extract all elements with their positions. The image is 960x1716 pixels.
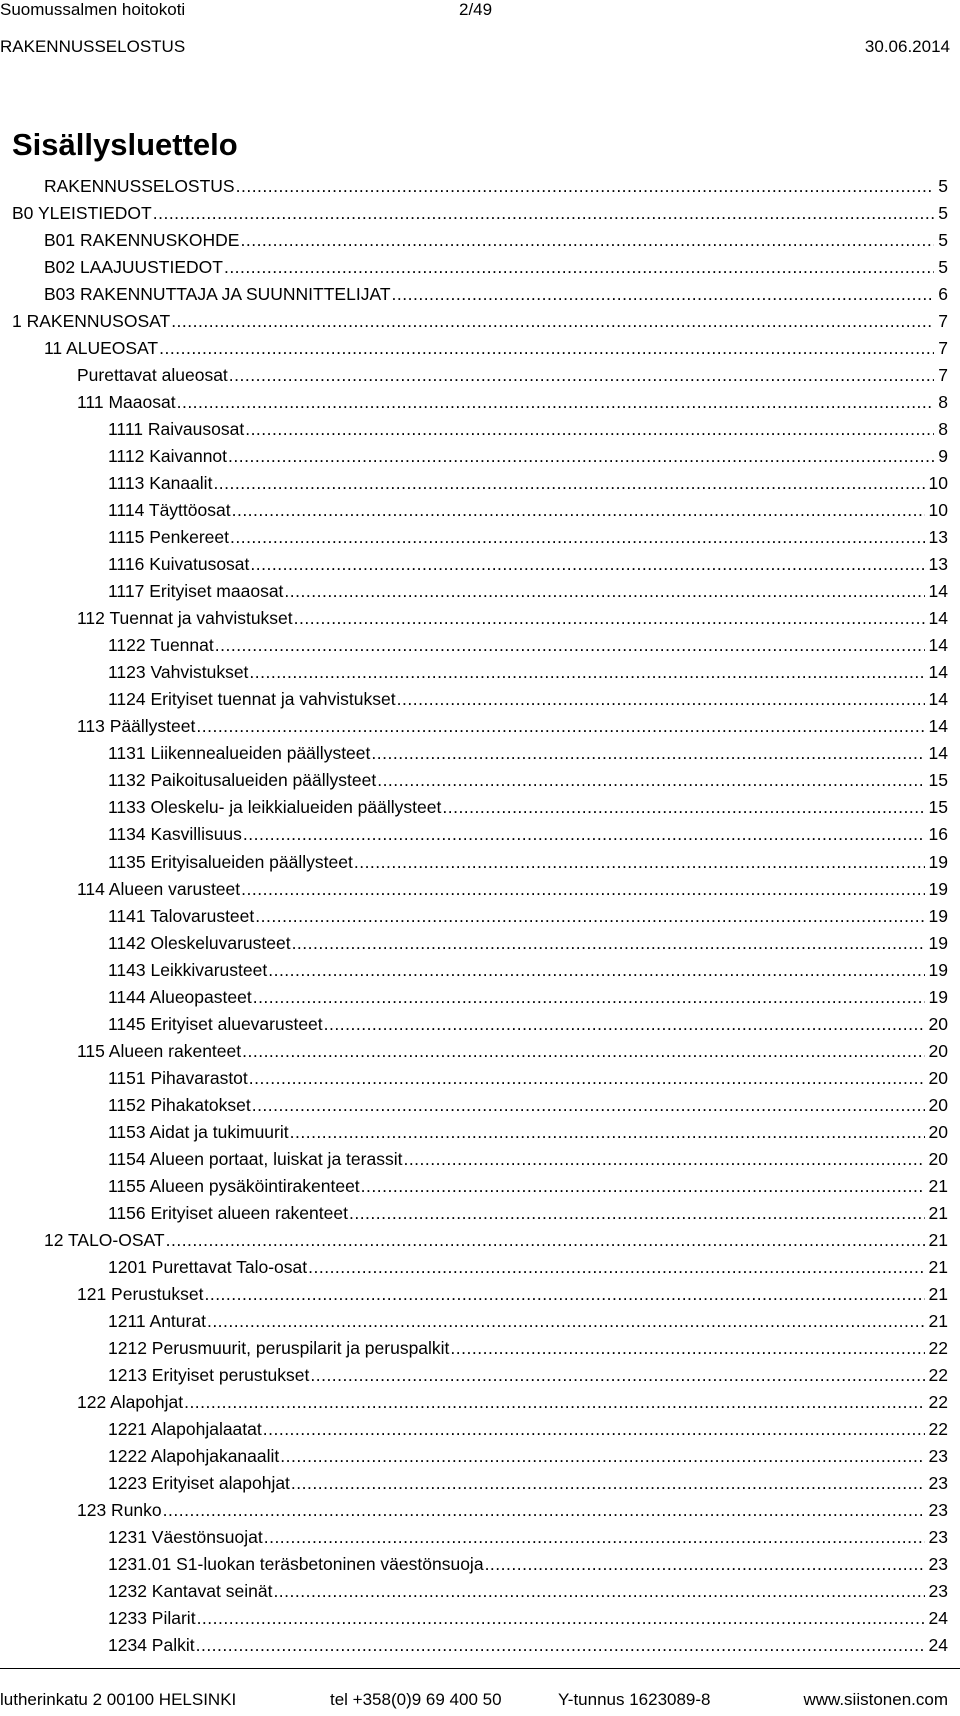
toc-entry-title: 1135 Erityisalueiden päällysteet xyxy=(108,851,353,872)
toc-entry-page: 23 xyxy=(928,1527,948,1547)
toc-entry-page: 5 xyxy=(938,257,948,278)
toc-entry-title: B03 RAKENNUTTAJA JA SUUNNITTELIJAT xyxy=(44,284,391,305)
toc-dot-leader xyxy=(196,715,924,737)
toc-dot-leader xyxy=(250,553,924,575)
toc-dot-leader xyxy=(177,391,935,413)
toc-dot-leader xyxy=(361,1175,925,1197)
toc-dot-leader xyxy=(264,1526,925,1548)
toc-entry-page: 22 xyxy=(928,1337,948,1358)
toc-dot-leader xyxy=(442,796,924,818)
toc-entry-title: 1113 Kanaalit xyxy=(108,473,213,494)
toc-entry-title: 1145 Erityiset aluevarusteet xyxy=(108,1013,323,1034)
toc-entry-title: 1132 Paikoitusalueiden päällysteet xyxy=(108,770,377,791)
toc-dot-leader xyxy=(171,310,934,332)
toc-entry[interactable] xyxy=(108,791,948,818)
toc-entry[interactable] xyxy=(12,305,948,332)
toc-entry[interactable] xyxy=(108,927,948,954)
toc-entry-page: 14 xyxy=(928,716,948,737)
toc-entry-page: 14 xyxy=(928,689,948,710)
toc-entry[interactable] xyxy=(108,1062,948,1089)
toc-entry-title: 121 Perustukset xyxy=(77,1283,204,1304)
toc-entry-page: 9 xyxy=(938,446,948,467)
toc-entry[interactable] xyxy=(44,251,948,278)
toc-entry-page: 22 xyxy=(928,1364,948,1385)
toc-entry[interactable] xyxy=(77,710,948,737)
toc-entry-page: 21 xyxy=(928,1229,948,1250)
toc-dot-leader xyxy=(230,526,925,548)
toc-entry[interactable] xyxy=(108,494,948,521)
toc-entry-page: 7 xyxy=(938,311,948,332)
toc-entry[interactable] xyxy=(12,197,948,224)
toc-entry-page: 21 xyxy=(928,1175,948,1196)
toc-entry[interactable] xyxy=(108,818,948,845)
toc-entry-title: 113 Päällysteet xyxy=(77,716,196,737)
toc-entry[interactable] xyxy=(108,1602,948,1629)
toc-entry-title: 114 Alueen varusteet xyxy=(77,878,241,899)
toc-entry-page: 23 xyxy=(928,1581,948,1602)
toc-dot-leader xyxy=(245,418,934,440)
toc-entry[interactable] xyxy=(108,1575,948,1602)
toc-dot-leader xyxy=(291,1472,925,1494)
toc-entry-page: 19 xyxy=(928,851,948,872)
toc-entry-title: 1221 Alapohjalaatat xyxy=(108,1418,262,1439)
toc-dot-leader xyxy=(403,1148,924,1170)
toc-entry-title: 1212 Perusmuurit, peruspilarit ja peruspalkit xyxy=(108,1337,450,1358)
toc-dot-leader xyxy=(196,1634,925,1656)
toc-entry[interactable] xyxy=(77,359,948,386)
footer-divider xyxy=(0,1668,960,1669)
toc-dot-leader xyxy=(240,229,934,251)
toc-entry-title: 1231 Väestönsuojat xyxy=(108,1527,263,1547)
toc-entry[interactable] xyxy=(108,846,948,873)
toc-entry[interactable] xyxy=(108,1548,948,1575)
toc-entry-title: Purettavat alueosat xyxy=(77,365,228,386)
toc-entry-page: 10 xyxy=(928,473,948,494)
toc-entry-page: 21 xyxy=(928,1283,948,1304)
toc-entry[interactable] xyxy=(108,1251,948,1278)
toc-entry-page: 19 xyxy=(928,959,948,980)
toc-entry-title: 1211 Anturat xyxy=(108,1310,206,1331)
toc-entry-title: 112 Tuennat ja vahvistukset xyxy=(77,608,293,629)
toc-entry-title: B02 LAAJUUSTIEDOT xyxy=(44,257,223,278)
toc-entry[interactable] xyxy=(77,1494,948,1521)
toc-entry-title: 1124 Erityiset tuennat ja vahvistukset xyxy=(108,689,396,710)
toc-entry-page: 20 xyxy=(928,1067,948,1088)
toc-entry-page: 24 xyxy=(928,1608,948,1629)
toc-entry[interactable] xyxy=(108,737,948,764)
toc-entry[interactable] xyxy=(108,575,948,602)
toc-entry-page: 23 xyxy=(928,1472,948,1493)
toc-entry-page: 21 xyxy=(928,1202,948,1223)
toc-entry[interactable] xyxy=(44,224,948,251)
toc-entry-title: 1134 Kasvillisuus xyxy=(108,824,242,845)
page-title: Sisällysluettelo xyxy=(12,127,238,162)
toc-entry[interactable] xyxy=(108,413,948,440)
toc-dot-leader xyxy=(392,283,935,305)
toc-entry[interactable] xyxy=(44,332,948,359)
toc-entry[interactable] xyxy=(108,1170,948,1197)
toc-dot-leader xyxy=(294,607,925,629)
toc-entry-page: 10 xyxy=(928,500,948,521)
toc-entry[interactable] xyxy=(77,1278,948,1305)
toc-entry[interactable] xyxy=(108,1467,948,1494)
toc-dot-leader xyxy=(197,1607,925,1629)
toc-entry-page: 5 xyxy=(938,203,948,224)
toc-entry-page: 14 xyxy=(928,635,948,656)
toc-entry-page: 6 xyxy=(938,284,948,305)
toc-dot-leader xyxy=(236,175,935,197)
toc-entry-title: B01 RAKENNUSKOHDE xyxy=(44,230,240,251)
toc-dot-leader xyxy=(397,688,925,710)
toc-entry[interactable] xyxy=(108,1359,948,1386)
toc-entry-page: 14 xyxy=(928,743,948,764)
toc-entry[interactable] xyxy=(108,467,948,494)
toc-dot-leader xyxy=(204,1283,924,1305)
toc-entry-page: 19 xyxy=(928,905,948,926)
toc-entry[interactable] xyxy=(108,1089,948,1116)
toc-entry-page: 19 xyxy=(928,878,948,899)
toc-entry-title: 122 Alapohjat xyxy=(77,1391,184,1412)
toc-entry-page: 5 xyxy=(938,230,948,251)
toc-entry-title: 1222 Alapohjakanaalit xyxy=(108,1445,280,1466)
toc-entry-page: 23 xyxy=(928,1554,948,1575)
toc-entry[interactable] xyxy=(77,873,948,900)
toc-entry[interactable] xyxy=(108,1143,948,1170)
toc-entry-title: 1232 Kantavat seinät xyxy=(108,1581,273,1602)
toc-dot-leader xyxy=(249,661,924,683)
toc-entry-page: 5 xyxy=(938,176,948,196)
toc-entry-page: 14 xyxy=(928,608,948,629)
toc-entry-title: 1152 Pihakatokset xyxy=(108,1094,251,1115)
toc-entry-page: 14 xyxy=(928,662,948,683)
toc-entry-title: 123 Runko xyxy=(77,1499,162,1520)
toc-entry[interactable] xyxy=(108,440,948,467)
toc-entry-page: 24 xyxy=(928,1635,948,1656)
toc-entry-title: 1154 Alueen portaat, luiskat ja terassit xyxy=(108,1148,403,1169)
toc-entry[interactable] xyxy=(108,1332,948,1359)
toc-entry-page: 20 xyxy=(928,1013,948,1034)
toc-dot-leader xyxy=(268,959,924,981)
toc-dot-leader xyxy=(215,634,925,656)
toc-dot-leader xyxy=(253,986,925,1008)
toc-entry[interactable] xyxy=(108,1197,948,1224)
toc-entry-page: 8 xyxy=(938,392,948,413)
header-org: Suomussalmen hoitokoti xyxy=(0,0,186,19)
toc-entry-title: 1143 Leikkivarusteet xyxy=(108,959,268,980)
toc-entry[interactable] xyxy=(77,386,948,413)
toc-entry[interactable] xyxy=(77,1386,948,1413)
toc-entry-page: 15 xyxy=(928,797,948,818)
toc-dot-leader xyxy=(163,1499,925,1521)
toc-entry[interactable] xyxy=(44,278,948,305)
toc-entry[interactable] xyxy=(108,1521,948,1548)
toc-dot-leader xyxy=(159,337,934,359)
toc-entry-title: 11 ALUEOSAT xyxy=(44,338,159,359)
toc-entry-page: 20 xyxy=(928,1040,948,1061)
toc-dot-leader xyxy=(241,878,924,900)
footer-business-id: Y-tunnus 1623089-8 xyxy=(558,1690,711,1709)
toc-entry-title: 1117 Erityiset maaosat xyxy=(108,581,284,602)
toc-entry-page: 19 xyxy=(928,932,948,953)
toc-dot-leader xyxy=(371,742,924,764)
toc-dot-leader xyxy=(280,1445,924,1467)
toc-entry-title: RAKENNUSSELOSTUS xyxy=(44,176,235,196)
toc-entry-title: 1231.01 S1-luokan teräsbetoninen väestönsuoja xyxy=(108,1554,484,1575)
toc-entry-page: 14 xyxy=(928,581,948,602)
toc-entry-page: 7 xyxy=(938,338,948,359)
toc-dot-leader xyxy=(255,905,924,927)
toc-entry-title: 1155 Alueen pysäköintirakenteet xyxy=(108,1175,360,1196)
toc-entry-page: 20 xyxy=(928,1148,948,1169)
toc-entry-page: 23 xyxy=(928,1499,948,1520)
toc-dot-leader xyxy=(184,1391,924,1413)
toc-dot-leader xyxy=(324,1013,925,1035)
footer-phone: tel +358(0)9 69 400 50 xyxy=(330,1690,502,1709)
toc-entry-page: 20 xyxy=(928,1094,948,1115)
toc-dot-leader xyxy=(232,499,925,521)
toc-entry-title: 1141 Talovarusteet xyxy=(108,905,255,926)
toc-dot-leader xyxy=(229,364,934,386)
toc-entry-title: 1151 Pihavarastot xyxy=(108,1067,248,1088)
toc-dot-leader xyxy=(213,472,924,494)
toc-entry-title: 1111 Raivausosat xyxy=(108,419,245,440)
toc-dot-leader xyxy=(377,769,924,791)
toc-entry-title: 111 Maaosat xyxy=(77,392,176,413)
toc-entry-title: 1153 Aidat ja tukimuurit xyxy=(108,1121,289,1142)
toc-dot-leader xyxy=(308,1256,924,1278)
toc-entry[interactable] xyxy=(77,1035,948,1062)
toc-dot-leader xyxy=(166,1229,925,1251)
toc-dot-leader xyxy=(284,580,924,602)
toc-entry[interactable] xyxy=(108,1629,948,1656)
toc-dot-leader xyxy=(243,823,925,845)
toc-entry-title: B0 YLEISTIEDOT xyxy=(12,203,152,224)
toc-dot-leader xyxy=(349,1202,925,1224)
toc-dot-leader xyxy=(224,256,934,278)
header-date: 30.06.2014 xyxy=(864,37,950,56)
toc-entry-title: 1234 Palkit xyxy=(108,1635,195,1656)
toc-dot-leader xyxy=(249,1067,925,1089)
toc-entry[interactable] xyxy=(108,954,948,981)
toc-entry[interactable] xyxy=(77,602,948,629)
header-page-number: 2/49 xyxy=(459,0,493,19)
toc-entry-page: 21 xyxy=(928,1310,948,1331)
toc-dot-leader xyxy=(290,1121,925,1143)
toc-entry-title: 1116 Kuivatusosat xyxy=(108,554,250,575)
toc-entry-page: 15 xyxy=(928,770,948,791)
toc-entry-page: 13 xyxy=(928,554,948,575)
toc-dot-leader xyxy=(354,851,925,873)
toc-entry[interactable] xyxy=(108,656,948,683)
toc-entry-title: 1115 Penkereet xyxy=(108,527,229,548)
toc-dot-leader xyxy=(485,1553,925,1575)
toc-entry-title: 12 TALO-OSAT xyxy=(44,1229,165,1250)
toc-entry-title: 1122 Tuennat xyxy=(108,635,214,656)
toc-entry-page: 16 xyxy=(928,824,948,845)
toc-entry[interactable] xyxy=(108,900,948,927)
toc-entry-title: 1213 Erityiset perustukset xyxy=(108,1364,310,1385)
toc-dot-leader xyxy=(252,1094,925,1116)
footer-website: www.siistonen.com xyxy=(803,1690,948,1709)
toc-entry-page: 20 xyxy=(928,1121,948,1142)
toc-entry-title: 1156 Erityiset alueen rakenteet xyxy=(108,1202,348,1223)
toc-dot-leader xyxy=(263,1418,925,1440)
toc-entry-title: 1 RAKENNUSOSAT xyxy=(12,311,171,332)
toc-entry-page: 8 xyxy=(938,419,948,440)
toc-entry[interactable] xyxy=(108,521,948,548)
toc-entry-title: 1142 Oleskeluvarusteet xyxy=(108,932,291,953)
toc-entry-page: 7 xyxy=(938,365,948,386)
toc-entry-title: 1131 Liikennealueiden päällysteet xyxy=(108,743,371,764)
toc-entry-page: 22 xyxy=(928,1391,948,1412)
toc-dot-leader xyxy=(242,1040,924,1062)
toc-entry[interactable] xyxy=(108,683,948,710)
toc-dot-leader xyxy=(153,202,935,224)
toc-entry-title: 1112 Kaivannot xyxy=(108,446,228,467)
toc-entry[interactable] xyxy=(44,1224,948,1251)
toc-entry-title: 115 Alueen rakenteet xyxy=(77,1040,242,1061)
toc-dot-leader xyxy=(310,1364,924,1386)
toc-entry[interactable] xyxy=(108,1008,948,1035)
toc-entry-title: 1233 Pilarit xyxy=(108,1608,196,1629)
toc-entry-title: 1144 Alueopasteet xyxy=(108,986,252,1007)
toc-entry-page: 23 xyxy=(928,1445,948,1466)
toc-entry-title: 1133 Oleskelu- ja leikkialueiden päällysteet xyxy=(108,797,442,818)
toc-entry[interactable] xyxy=(108,629,948,656)
toc-entry-title: 1223 Erityiset alapohjat xyxy=(108,1472,290,1493)
footer-address: lutherinkatu 2 00100 HELSINKI xyxy=(0,1690,237,1709)
toc-entry-page: 13 xyxy=(928,527,948,548)
toc-entry[interactable] xyxy=(108,764,948,791)
toc-entry[interactable] xyxy=(108,1413,948,1440)
toc-dot-leader xyxy=(273,1580,924,1602)
toc-entry-title: 1201 Purettavat Talo-osat xyxy=(108,1256,308,1277)
toc-entry-page: 22 xyxy=(928,1418,948,1439)
toc-entry-page: 19 xyxy=(928,986,948,1007)
toc-entry[interactable] xyxy=(108,548,948,575)
toc-entry[interactable] xyxy=(44,170,948,197)
toc-dot-leader xyxy=(207,1310,925,1332)
toc-entry[interactable] xyxy=(108,1440,948,1467)
toc-entry-page: 21 xyxy=(928,1256,948,1277)
toc-entry-title: 1123 Vahvistukset xyxy=(108,662,249,683)
toc-entry[interactable] xyxy=(108,981,948,1008)
header-doc-type: RAKENNUSSELOSTUS xyxy=(0,37,186,56)
toc-entry-title: 1114 Täyttöosat xyxy=(108,500,231,521)
toc-dot-leader xyxy=(228,445,934,467)
toc-dot-leader xyxy=(450,1337,924,1359)
toc-entry[interactable] xyxy=(108,1116,948,1143)
toc-dot-leader xyxy=(292,932,925,954)
toc-entry[interactable] xyxy=(108,1305,948,1332)
